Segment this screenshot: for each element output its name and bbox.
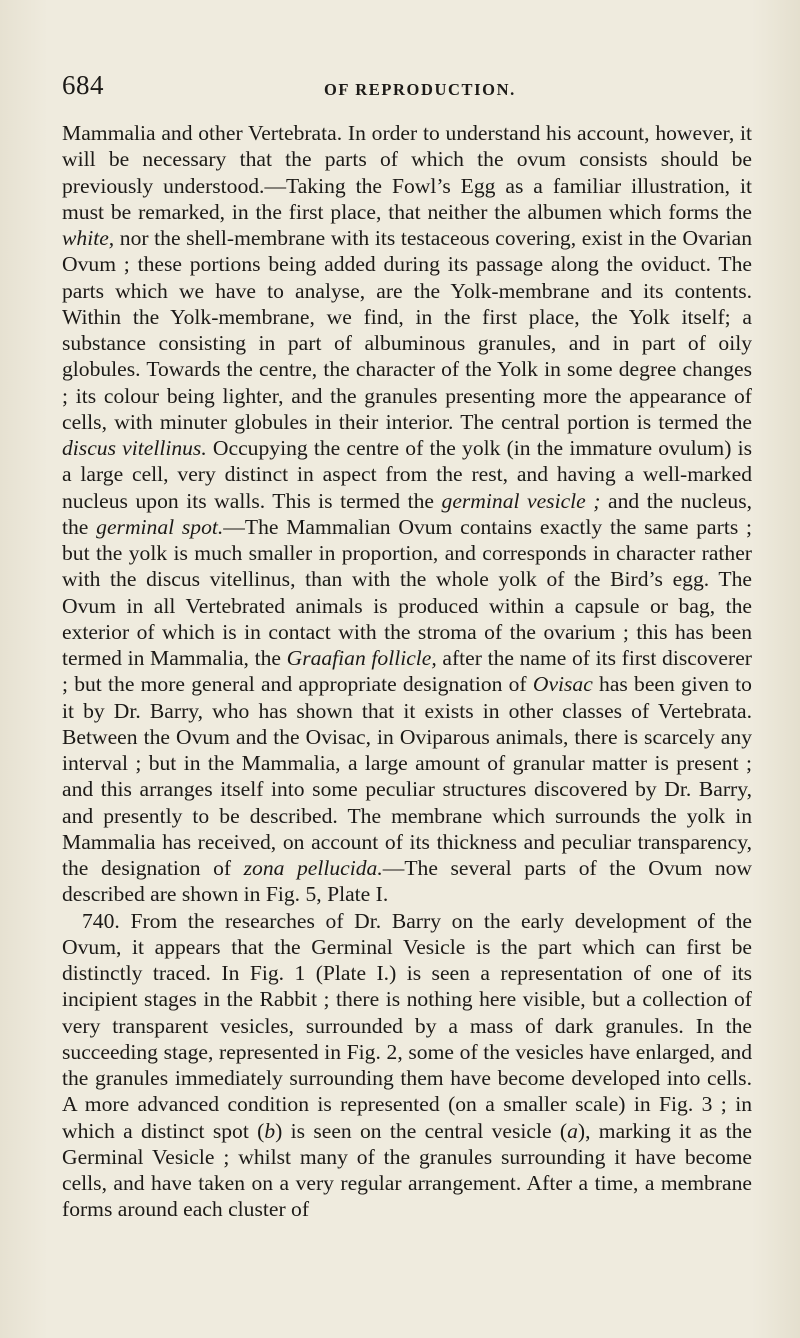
- page-number: 684: [62, 70, 104, 100]
- body-text: [62, 120, 752, 1223]
- text-run: ) is seen on the central vesicle (: [275, 1118, 568, 1143]
- italic-term: a: [567, 1118, 578, 1143]
- italic-term: Graafian follicle,: [286, 646, 437, 670]
- page-header: [62, 70, 752, 110]
- text-run: Mammalia and other Vertebrata. In order to understand his account, however, it will be necessary that the parts of which the ovum consists should be previously understood.—Taking the Fowl’s Egg as a familiar illustration, it must be remarked, in the first place, that neither the albumen which forms the: [62, 121, 752, 224]
- text-run: after the name of its first discoverer ; but the more general and appropriate designation of: [62, 646, 752, 697]
- text-run: ), marking it as the Germinal Vesicle ; whilst many of the granules surrounding it have become cells, and have taken on a very regular arrangement. After a time, a membrane forms around each cluster of: [62, 1118, 753, 1222]
- paragraph-mammalia-ovum: [62, 120, 752, 908]
- text-run: 740. From the researches of Dr. Barry on the early development of the Ovum, it appears that the Germinal Vesicle is the part which can first be distinctly traced. In Fig. 1 (Plate I.) is seen a representation of one of its incipient stages in the Rabbit ; there is nothing here visible, but a collection of very transparent vesicles, surrounded by a mass of dark granules. In the succeeding stage, represented in Fig. 2, some of the vesicles have enlarged, and the granules immediately surrounding them have become developed into cells. A more advanced condition is represented (on a smaller scale) in Fig. 3 ; in which a distinct spot (: [62, 908, 752, 1143]
- italic-term: white,: [62, 226, 115, 250]
- text-run: —The Mammalian Ovum contains exactly the same parts ; but the yolk is much smaller in proportion, and corresponds in character rather with the discus vitellinus, than with the whole yolk of the Bird’s egg. The Ovum in all Vertebrated animals is produced within a capsule or bag, the exterior of which is in contact with the stroma of the ovarium ; this has been termed in Mammalia, the: [62, 514, 752, 670]
- text-run: nor the shell-membrane with its testaceous covering, exist in the Ovarian Ovum ; these portions being added during its passage along the oviduct. The parts which we have to analyse, are the Yolk-membrane and its contents. Within the Yolk-membrane, we find, in the first place, the Yolk itself; a substance consisting in part of albuminous granules, and in part of oily globules. Towards the centre, the character of the Yolk in some degree changes ; its colour being lighter, and the granules presenting more the appearance of cells, with minuter globules in their interior. The central portion is termed the: [62, 226, 752, 434]
- italic-term: b: [264, 1118, 276, 1143]
- italic-term: discus vitellinus.: [62, 436, 207, 460]
- text-run: Occupying the centre of the yolk (in the immature ovulum) is a large cell, very distinct in aspect from the rest, and having a well-marked nucleus upon its walls. This is termed the: [62, 436, 753, 513]
- text-run: —The several parts of the Ovum now described are shown in Fig. 5, Plate I.: [62, 856, 753, 907]
- italic-term: germinal spot.: [96, 514, 224, 539]
- text-run: has been given to it by Dr. Barry, who has shown that it exists in other classes of Vertebrata. Between the Ovum and the Ovisac, in Oviparous animals, there is scarcely any interval ; but in the Mammalia, a large amount of granular matter is present ; and this arranges itself into some peculiar structures discovered by Dr. Barry, and presently to be described. The membrane which surrounds the yolk in Mammalia has received, on account of its thickness and peculiar transparency, the designation of: [62, 672, 752, 880]
- paragraph-740-germinal-vesicle: [62, 908, 752, 1223]
- text-run: and the nucleus, the: [62, 488, 752, 539]
- italic-term: Ovisac: [532, 672, 593, 697]
- italic-term: zona pellucida.: [243, 856, 383, 880]
- running-title: OF REPRODUCTION.: [324, 80, 516, 99]
- italic-term: germinal vesicle ;: [441, 488, 601, 513]
